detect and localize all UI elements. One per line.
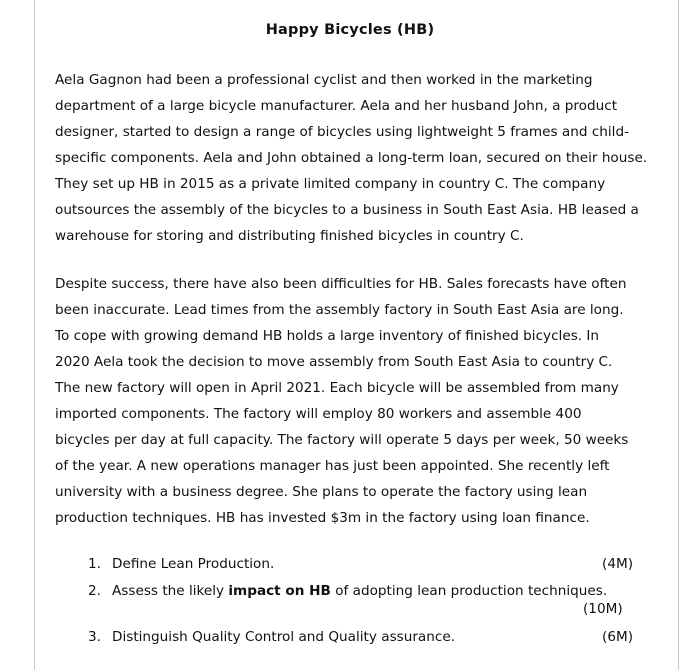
paragraph-line: 2020 Aela took the decision to move assembly from South East Asia to country C. xyxy=(55,354,613,370)
paragraph-line: Despite success, there have also been difficulties for HB. Sales forecasts have often xyxy=(55,276,627,292)
question-1 xyxy=(88,553,633,575)
paragraph-line: department of a large bicycle manufacturer. Aela and her husband John, a product xyxy=(55,98,618,114)
question-number: 1. xyxy=(88,556,101,572)
paragraph-line: outsources the assembly of the bicycles to a business in South East Asia. HB leased a xyxy=(55,202,639,218)
paragraph-line: specific components. Aela and John obtained a long-term loan, secured on their house. xyxy=(55,150,648,166)
paragraph-line: They set up HB in 2015 as a private limited company in country C. The company xyxy=(55,176,606,192)
paragraph-2 xyxy=(55,271,680,531)
question-marks: (10M) xyxy=(583,601,623,617)
question-text-bold: impact on HB xyxy=(228,583,331,599)
paragraph-1 xyxy=(55,67,680,249)
paragraph-line: university with a business degree. She plans to operate the factory using lean xyxy=(55,484,588,500)
document-title: Happy Bicycles (HB) xyxy=(265,22,435,38)
paragraph-line: Aela Gagnon had been a professional cyclist and then worked in the marketing xyxy=(55,72,593,88)
question-text: Assess the likely xyxy=(112,583,229,599)
question-text: Distinguish Quality Control and Quality assurance. xyxy=(112,629,456,645)
paragraph-line: The new factory will open in April 2021. Each bicycle will be assembled from many xyxy=(55,380,619,396)
question-3 xyxy=(88,626,633,648)
paragraph-line: To cope with growing demand HB holds a large inventory of finished bicycles. In xyxy=(55,328,600,344)
question-text: Define Lean Production. xyxy=(112,556,275,572)
question-2 xyxy=(88,580,633,602)
question-marks: (4M) xyxy=(602,556,633,572)
paragraph-line: been inaccurate. Lead times from the assembly factory in South East Asia are long. xyxy=(55,302,624,318)
paragraph-line: designer, started to design a range of bicycles using lightweight 5 frames and child- xyxy=(55,124,629,140)
paragraph-line: warehouse for storing and distributing finished bicycles in country C. xyxy=(55,228,524,244)
question-marks: (6M) xyxy=(602,629,633,645)
paragraph-line: bicycles per day at full capacity. The factory will operate 5 days per week, 50 weeks xyxy=(55,432,629,448)
question-number: 3. xyxy=(88,629,101,645)
question-text: of adopting lean production techniques. xyxy=(330,583,608,599)
paragraph-line: production techniques. HB has invested $3m in the factory using loan finance. xyxy=(55,510,590,526)
question-number: 2. xyxy=(88,583,101,599)
paragraph-line: of the year. A new operations manager has just been appointed. She recently left xyxy=(55,458,610,474)
paragraph-line: imported components. The factory will employ 80 workers and assemble 400 xyxy=(55,406,582,422)
